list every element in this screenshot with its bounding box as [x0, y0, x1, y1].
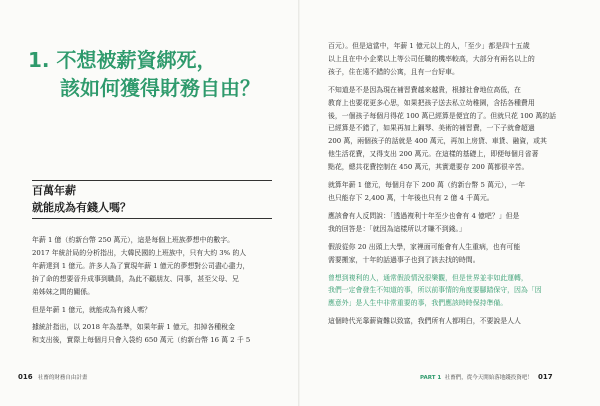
section-heading	[32, 182, 272, 216]
highlighted-line: 應意外」是人生中非常重要的事，我們應該時時保持準備。	[328, 299, 508, 308]
body-line: 但是年薪 1 億元，就能成為有錢人嗎？	[32, 305, 152, 314]
body-line: 也只能存下 2,400 萬，十年後也只有 2 億 4 千萬元。	[328, 193, 494, 202]
section-heading-line-2: 就能成為有錢人嗎？	[32, 201, 131, 214]
running-head: 社畜的財務自由計畫	[37, 375, 88, 381]
highlighted-line: 我們一定會發生不知道的事，所以前事情的角度要腳踏保守，因為「因	[328, 286, 542, 295]
body-line: 200 萬，兩個孩子的話就是 400 萬元，再加上房貸、車貸、融資，或其	[328, 137, 547, 146]
body-line: 拚了命的想要晉升成事到職員，為此不顧朋友、同事，甚至父母、兄	[32, 274, 239, 283]
page-number: 017	[538, 373, 553, 381]
chapter-title-line-1: 不想被薪資綁死，	[56, 48, 217, 72]
body-line: 百元）。但是這當中，年薪 1 億元以上的人，「至少」都是四十五歲	[328, 42, 530, 50]
running-head: 社畜們，從今天開始落地錢投資吧！	[444, 375, 533, 381]
body-line: 年薪 1 億（約新台幣 250 萬元），這是每個上班族夢想中的數字。	[32, 236, 235, 244]
chapter-title	[28, 46, 278, 102]
right-footer	[420, 373, 553, 381]
chapter-number: 1.	[28, 48, 50, 72]
body-line: 以上且在中小企業以上等公司任職的機率較高，大部分有兩名以上的	[328, 54, 535, 63]
body-line: 這個時代光靠薪資難以致富，我們所有人都明白，不要說是人人	[328, 317, 521, 326]
body-line: 他生活花費，又得支出 200 萬元。在這樣的基礎上，即便每個月省著	[328, 150, 539, 159]
body-line: 假設從你 20 出頭上大學，家裡面可能會有人生重病，也有可能	[328, 242, 521, 251]
body-line: 後，一個孩子每個月得花 100 萬已經算是便宜的了。但就只花 100 萬的話	[328, 111, 557, 120]
section-heading-line-1: 百萬年薪	[32, 184, 76, 197]
body-line: 應該會有人反問說：「透過複利十年至少也會有 4 億吧？」但是	[328, 211, 520, 220]
section-top-rule	[32, 180, 272, 181]
highlighted-line: 曾想到複利的人，通常假設情況很樂觀，但是世界並非如此運轉，	[328, 273, 528, 282]
body-line: 年薪達到 1 億元。許多人為了實現年薪 1 億元的夢想對公司盡心盡力，	[32, 261, 250, 270]
body-line: 就算年薪 1 億元，每個月存下 200 萬（約新台幣 5 萬元），一年	[328, 181, 525, 190]
body-line: 點花，總共花費控制在 450 萬元，其實還要存 200 萬都很辛苦。	[328, 163, 529, 172]
body-line: 據統計指出，以 2018 年為基準，如果年薪 1 億元，扣掉各種稅金	[32, 323, 235, 332]
section-bottom-rule	[32, 218, 272, 219]
body-line: 需要搬家，十年的話過事子也到了該去找的時間。	[328, 255, 480, 264]
part-label: PART 1	[420, 375, 442, 381]
body-line: 不知道是不是因為現在補習費越來越貴，根據社會地位高低，在	[328, 85, 521, 94]
body-line: 孩子，住在遠不錯的公寓，且有一台好車。	[328, 67, 459, 76]
body-line: 2017 年統計局的分析指出，大韓民國的上班族中，只有大約 3% 的人	[32, 248, 247, 257]
chapter-title-line-2: 該如何獲得財務自由？	[60, 76, 260, 100]
page-number: 016	[18, 373, 33, 381]
body-line: 教育上也要花更多心思，如果把孩子送去私立幼稚園，含括各種費用	[328, 98, 535, 107]
body-line: 已經算是不錯了，如果再加上鋼琴、美術的補習費，一下子就會超過	[328, 124, 535, 133]
body-line: 和支出後，實際上每個月只會入袋約 650 萬元（約新台幣 16 萬 2 千 5	[32, 336, 251, 345]
left-body-text	[32, 234, 272, 347]
right-body-text	[328, 40, 570, 328]
body-line: 弟姊妹之間的關係。	[32, 287, 95, 296]
body-line: 我的回答是：「就因為這樣所以才賺不到錢。」	[328, 224, 466, 233]
left-footer	[18, 373, 87, 381]
